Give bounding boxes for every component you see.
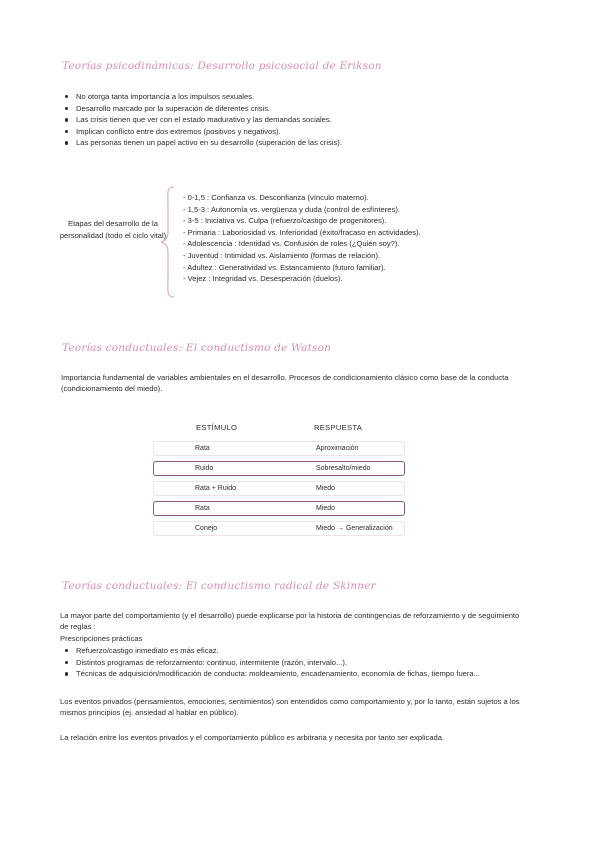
skinner-bullet-list bbox=[62, 645, 480, 680]
list-item: Desarrollo marcado por la superación de diferentes crisis. bbox=[62, 103, 342, 115]
stage-item: - 0-1,5 : Confianza vs. Desconfianza (vínculo materno). bbox=[183, 193, 369, 202]
stimulus-cell: Ruido bbox=[195, 465, 214, 472]
table-row bbox=[153, 481, 405, 496]
erikson-stages-list bbox=[183, 192, 421, 285]
list-item: No otorga tanta importancia a los impulsos sexuales. bbox=[62, 91, 342, 103]
list-item: Distintos programas de reforzamiento: continuo, intermitente (razón, intervalo...). bbox=[62, 657, 480, 669]
stages-label: Etapas del desarrollo de la personalidad (todo el ciclo vital) bbox=[59, 219, 167, 240]
table-header-stimulus: ESTÍMULO bbox=[196, 423, 238, 432]
section-heading-erikson: Teorías psicodinámicas: Desarrollo psicosocial de Erikson bbox=[62, 60, 382, 72]
stage-item: - Juventud : Intimidad vs. Aislamiento (formas de relación). bbox=[183, 250, 381, 260]
section-heading-skinner: Teorías conductuales: El conductismo radical de Skinner bbox=[62, 580, 376, 592]
response-cell: Miedo → Generalización bbox=[316, 525, 393, 532]
table-row bbox=[153, 521, 405, 536]
stimulus-cell: Rata bbox=[195, 445, 210, 452]
list-item: Implican conflicto entre dos extremos (positivos y negativos). bbox=[62, 126, 342, 138]
stage-item: - Vejez : Integridad vs. Desesperación (duelos). bbox=[183, 274, 343, 284]
section-heading-watson: Teorías conductuales: El conductismo de Watson bbox=[62, 342, 332, 354]
stage-item: - 3-5 : Iniciativa vs. Culpa (refuerzo/castigo de progenitores). bbox=[183, 216, 387, 226]
table-row bbox=[153, 501, 405, 516]
prescriptions-title: Prescripciones prácticas bbox=[60, 634, 143, 643]
relation-paragraph: La relación entre los eventos privados y el comportamiento público es arbitraria y necesita por tanto ser explicada. bbox=[60, 733, 445, 742]
stage-item: - Adolescencia : Identidad vs. Confusión de roles (¿Quién soy?). bbox=[183, 239, 400, 249]
stimulus-cell: Rata bbox=[195, 505, 210, 512]
table-header-response: RESPUESTA bbox=[314, 423, 363, 432]
stage-item: - 1,5-3 : Autonomía vs. vergüenza y duda (control de esfínteres). bbox=[183, 204, 400, 214]
response-cell: Miedo bbox=[316, 505, 336, 512]
response-cell: Miedo bbox=[316, 485, 336, 492]
list-item: Técnicas de adquisición/modificación de conducta: moldeamiento, encadenamiento, economía de fichas, tiempo fuera... bbox=[62, 668, 480, 680]
stimulus-cell: Conejo bbox=[195, 525, 218, 532]
private-events-paragraph: Los eventos privados (pensamientos, emociones, sentimientos) son entendidos como comportamiento y, por lo tanto, están sujetos a los mismos principios (ej. ansiedad al hablar en público). bbox=[60, 697, 520, 718]
skinner-intro: La mayor parte del comportamiento (y el desarrollo) puede explicarse por la historia de contingencias de reforzamiento y de seguimiento de reglas : bbox=[60, 611, 520, 632]
list-item: Las crisis tienen que ver con el estado madurativo y las demandas sociales. bbox=[62, 114, 342, 126]
response-cell: Sobresalto/miedo bbox=[316, 465, 371, 472]
stimulus-cell: Rata + Ruido bbox=[195, 485, 237, 492]
list-item: Las personas tienen un papel activo en su desarrollo (superación de las crisis). bbox=[62, 137, 342, 149]
curly-brace-icon bbox=[160, 186, 176, 298]
table-row bbox=[153, 461, 405, 476]
table-row bbox=[153, 441, 405, 456]
list-item: Refuerzo/castigo inmediato es más eficaz. bbox=[62, 645, 480, 657]
response-cell: Aproximación bbox=[316, 445, 359, 452]
stage-item: - Adultez : Generatividad vs. Estancamiento (futuro familiar). bbox=[183, 262, 386, 272]
stage-item: - Primaria : Laboriosidad vs. Inferioridad (éxito/fracaso en actividades). bbox=[183, 227, 421, 237]
erikson-bullet-list bbox=[62, 91, 342, 149]
watson-paragraph: Importancia fundamental de variables ambientales en el desarrollo. Procesos de condicionamiento clásico como base de la conducta (condicionamiento del miedo). bbox=[61, 373, 509, 394]
